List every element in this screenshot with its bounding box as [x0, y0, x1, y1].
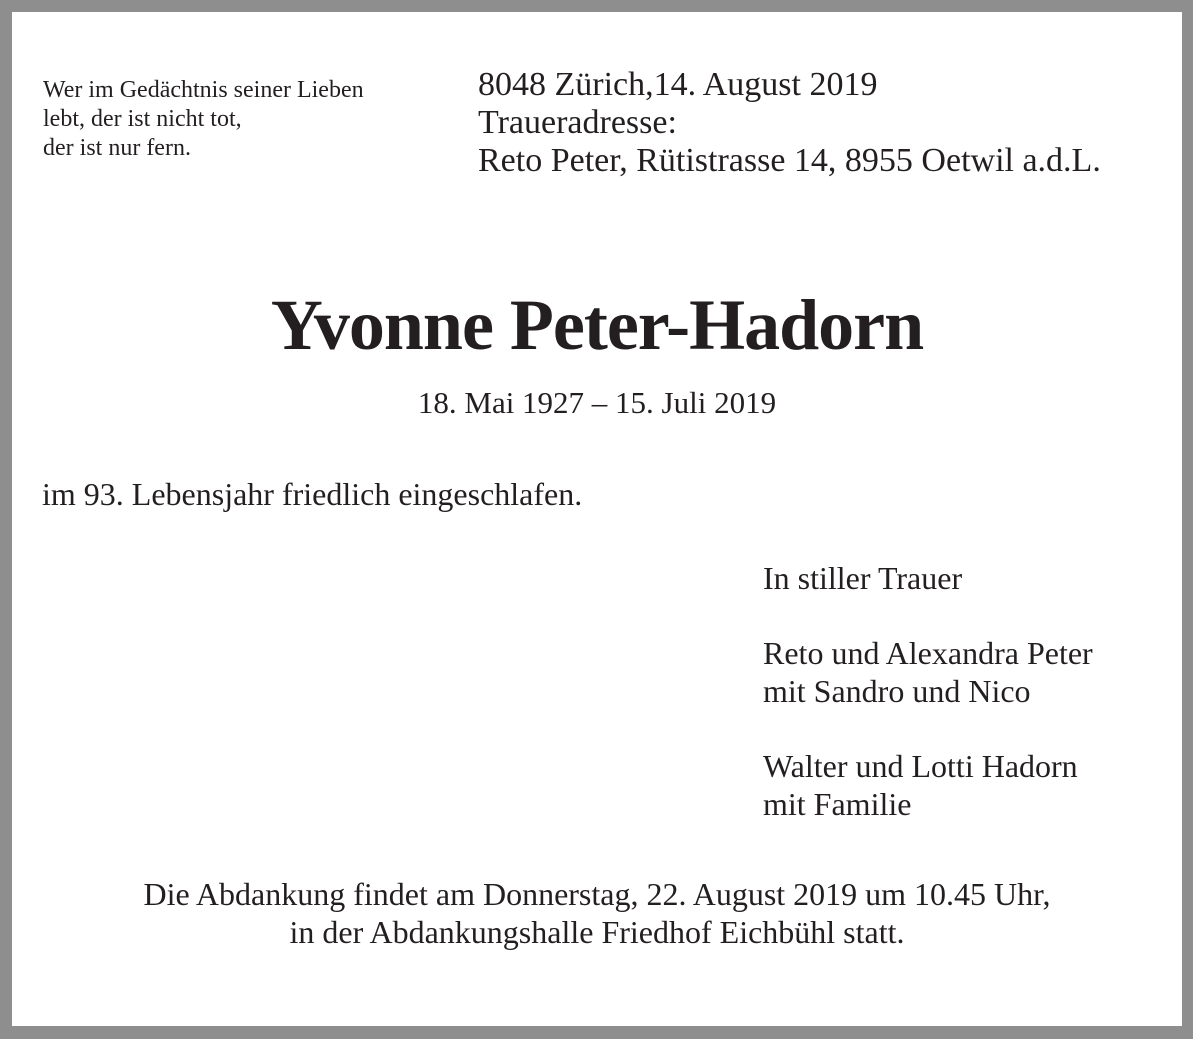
mourner-line: mit Sandro und Nico: [763, 673, 1031, 709]
quote-line: Wer im Gedächtnis seiner Lieben: [43, 77, 364, 103]
deceased-name: Yvonne Peter-Hadorn: [270, 285, 924, 365]
funeral-info: [12, 875, 1182, 951]
mourners-block: [763, 559, 1093, 823]
mourner-group: [763, 634, 1093, 710]
mourner-line: Reto und Alexandra Peter: [763, 635, 1093, 671]
notice-header: [478, 66, 1101, 180]
quote-line: der ist nur fern.: [43, 135, 191, 161]
mourner-line: mit Familie: [763, 786, 912, 822]
funeral-info-line: Die Abdankung findet am Donnerstag, 22. August 2019 um 10.45 Uhr,: [143, 876, 1051, 912]
intro-text: im 93. Lebensjahr friedlich eingeschlafen.: [42, 476, 583, 512]
mourning-address: Reto Peter, Rütistrasse 14, 8955 Oetwil a.d.L.: [478, 142, 1101, 179]
address-label: Traueradresse:: [478, 104, 677, 141]
mourner-line: Walter und Lotti Hadorn: [763, 748, 1078, 784]
obituary-notice: [12, 12, 1182, 1026]
life-dates: 18. Mai 1927 – 15. Juli 2019: [417, 385, 777, 420]
memorial-quote: [43, 76, 364, 163]
funeral-info-line: in der Abdankungshalle Friedhof Eichbühl statt.: [289, 914, 905, 950]
quote-line: lebt, der ist nicht tot,: [43, 106, 242, 132]
place-date: 8048 Zürich,14. August 2019: [478, 66, 878, 103]
mourner-group: [763, 747, 1093, 823]
mourning-heading: In stiller Trauer: [763, 560, 963, 596]
